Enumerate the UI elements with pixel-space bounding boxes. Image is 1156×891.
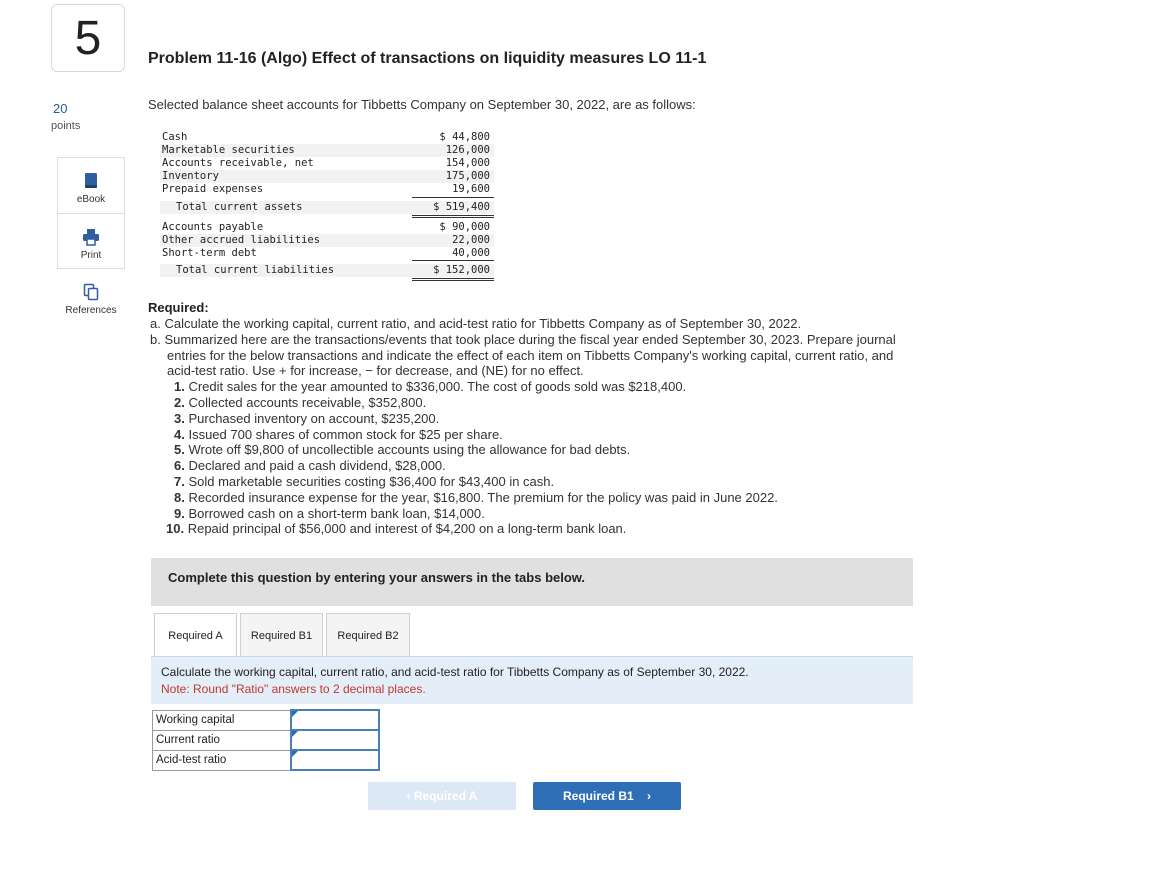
bs-label: Inventory xyxy=(162,170,219,182)
acid-test-ratio-cell xyxy=(291,750,379,770)
points-label: points xyxy=(51,120,81,132)
tab-required-b2[interactable]: Required B2 xyxy=(326,613,410,657)
bs-total-row xyxy=(160,201,494,214)
bs-row xyxy=(160,131,494,144)
list-item: 5. Wrote off $9,800 of uncollectible accounts using the allowance for bad debts. xyxy=(174,442,631,458)
bs-total-label: Total current liabilities xyxy=(176,264,335,276)
table-row xyxy=(153,710,380,730)
list-item: 9. Borrowed cash on a short-term bank loan, $14,000. xyxy=(174,505,485,521)
bs-row xyxy=(160,183,494,196)
bs-label: Short-term debt xyxy=(162,247,257,259)
bs-label: Cash xyxy=(162,131,188,143)
subtotal-rule xyxy=(412,197,494,198)
print-button[interactable] xyxy=(57,213,125,269)
bs-amount: $ 90,000 xyxy=(439,221,490,233)
bs-row xyxy=(160,157,494,170)
points-value: 20 xyxy=(53,101,68,116)
bs-row xyxy=(160,234,494,247)
question-number: 5 xyxy=(51,4,125,72)
bs-amount: 175,000 xyxy=(445,170,490,182)
chevron-left-icon: ‹ xyxy=(406,789,411,803)
required-heading: Required: xyxy=(148,300,209,315)
instructions-banner: Complete this question by entering your answers in the tabs below. xyxy=(151,558,913,606)
next-tab-button[interactable] xyxy=(533,782,681,810)
prev-tab-button[interactable] xyxy=(368,782,516,810)
current-ratio-cell xyxy=(291,730,379,750)
working-capital-input[interactable] xyxy=(292,711,378,729)
input-marker-icon xyxy=(292,751,298,757)
ebook-label: eBook xyxy=(76,194,106,205)
references-label: References xyxy=(65,305,117,316)
table-row xyxy=(153,750,380,770)
book-icon xyxy=(83,172,99,190)
input-marker-icon xyxy=(292,731,298,737)
bs-amount: 19,600 xyxy=(452,183,490,195)
input-marker-icon xyxy=(292,711,298,717)
subtotal-rule xyxy=(412,260,494,261)
double-rule-top xyxy=(412,278,494,279)
print-label: Print xyxy=(80,250,102,261)
list-item: 8. Recorded insurance expense for the year, $16,800. The premium for the policy was paid in June 2022. xyxy=(174,489,778,505)
current-ratio-label: Current ratio xyxy=(153,730,292,750)
next-label: Required B1 xyxy=(562,789,634,803)
acid-test-ratio-label: Acid-test ratio xyxy=(153,750,292,770)
rounding-note: Note: Round "Ratio" answers to 2 decimal places. xyxy=(161,682,426,696)
references-button[interactable] xyxy=(57,283,125,323)
prev-label: Required A xyxy=(413,789,478,803)
bs-label: Prepaid expenses xyxy=(162,183,264,195)
bs-row xyxy=(160,170,494,183)
list-item: 1. Credit sales for the year amounted to $336,000. The cost of goods sold was $218,400. xyxy=(174,379,687,395)
answer-table xyxy=(152,709,380,771)
acid-test-ratio-input[interactable] xyxy=(292,751,378,769)
bs-total-row xyxy=(160,264,494,277)
working-capital-label: Working capital xyxy=(153,710,292,730)
double-rule-top xyxy=(412,215,494,216)
bs-label: Accounts receivable, net xyxy=(162,157,314,169)
bs-row xyxy=(160,144,494,157)
required-a: a. Calculate the working capital, current ratio, and acid-test ratio for Tibbetts Company as of September 30, 2022. xyxy=(150,316,802,331)
double-rule-bottom xyxy=(412,280,494,281)
required-b-line1: b. Summarized here are the transactions/events that took place during the fiscal year ended September 30, 2023. Prepare journal xyxy=(150,331,896,347)
bs-label: Other accrued liabilities xyxy=(162,234,321,246)
tab-required-b1[interactable]: Required B1 xyxy=(240,613,323,657)
required-body xyxy=(150,316,980,537)
tab-required-a[interactable]: Required A xyxy=(154,613,237,657)
bs-row xyxy=(160,247,494,260)
list-item: 2. Collected accounts receivable, $352,800. xyxy=(174,394,427,410)
instructions-line: Calculate the working capital, current ratio, and acid-test ratio for Tibbetts Company as of September 30, 2022. xyxy=(161,665,749,679)
table-row xyxy=(153,730,380,750)
list-item: 4. Issued 700 shares of common stock for $25 per share. xyxy=(174,426,503,442)
required-b-line3: acid-test ratio. Use + for increase, − for decrease, and (NE) for no effect. xyxy=(167,363,584,379)
current-ratio-input[interactable] xyxy=(292,731,378,749)
bs-amount: 22,000 xyxy=(452,234,490,246)
bs-total-amount: $ 152,000 xyxy=(433,264,490,276)
list-item: 6. Declared and paid a cash dividend, $28,000. xyxy=(174,458,446,474)
double-rule-bottom xyxy=(412,217,494,218)
bs-label: Marketable securities xyxy=(162,144,295,156)
working-capital-cell xyxy=(291,710,379,730)
chevron-right-icon: › xyxy=(647,789,652,803)
transaction-list xyxy=(150,379,980,537)
problem-title: Problem 11-16 (Algo) Effect of transactions on liquidity measures LO 11-1 xyxy=(148,50,707,67)
bs-total-amount: $ 519,400 xyxy=(433,201,490,213)
bs-amount: 40,000 xyxy=(452,247,490,259)
bs-row xyxy=(160,221,494,234)
bs-amount: $ 44,800 xyxy=(439,131,490,143)
required-b-line2: entries for the below transactions and indicate the effect of each item on Tibbetts Company's working capital, current ratio, and xyxy=(167,347,894,363)
list-item: 7. Sold marketable securities costing $36,400 for $43,400 in cash. xyxy=(174,473,555,489)
tab-instructions xyxy=(151,656,913,704)
bs-amount: 126,000 xyxy=(445,144,490,156)
intro-text: Selected balance sheet accounts for Tibbetts Company on September 30, 2022, are as follows: xyxy=(148,97,696,112)
list-item: 10. Repaid principal of $56,000 and interest of $4,200 on a long-term bank loan. xyxy=(166,521,627,537)
bs-amount: 154,000 xyxy=(445,157,490,169)
ebook-button[interactable] xyxy=(57,157,125,213)
list-item: 3. Purchased inventory on account, $235,200. xyxy=(174,410,440,426)
printer-icon xyxy=(82,228,100,246)
copy-documents-icon xyxy=(83,283,99,301)
bs-label: Accounts payable xyxy=(162,221,264,233)
bs-total-label: Total current assets xyxy=(176,201,303,213)
